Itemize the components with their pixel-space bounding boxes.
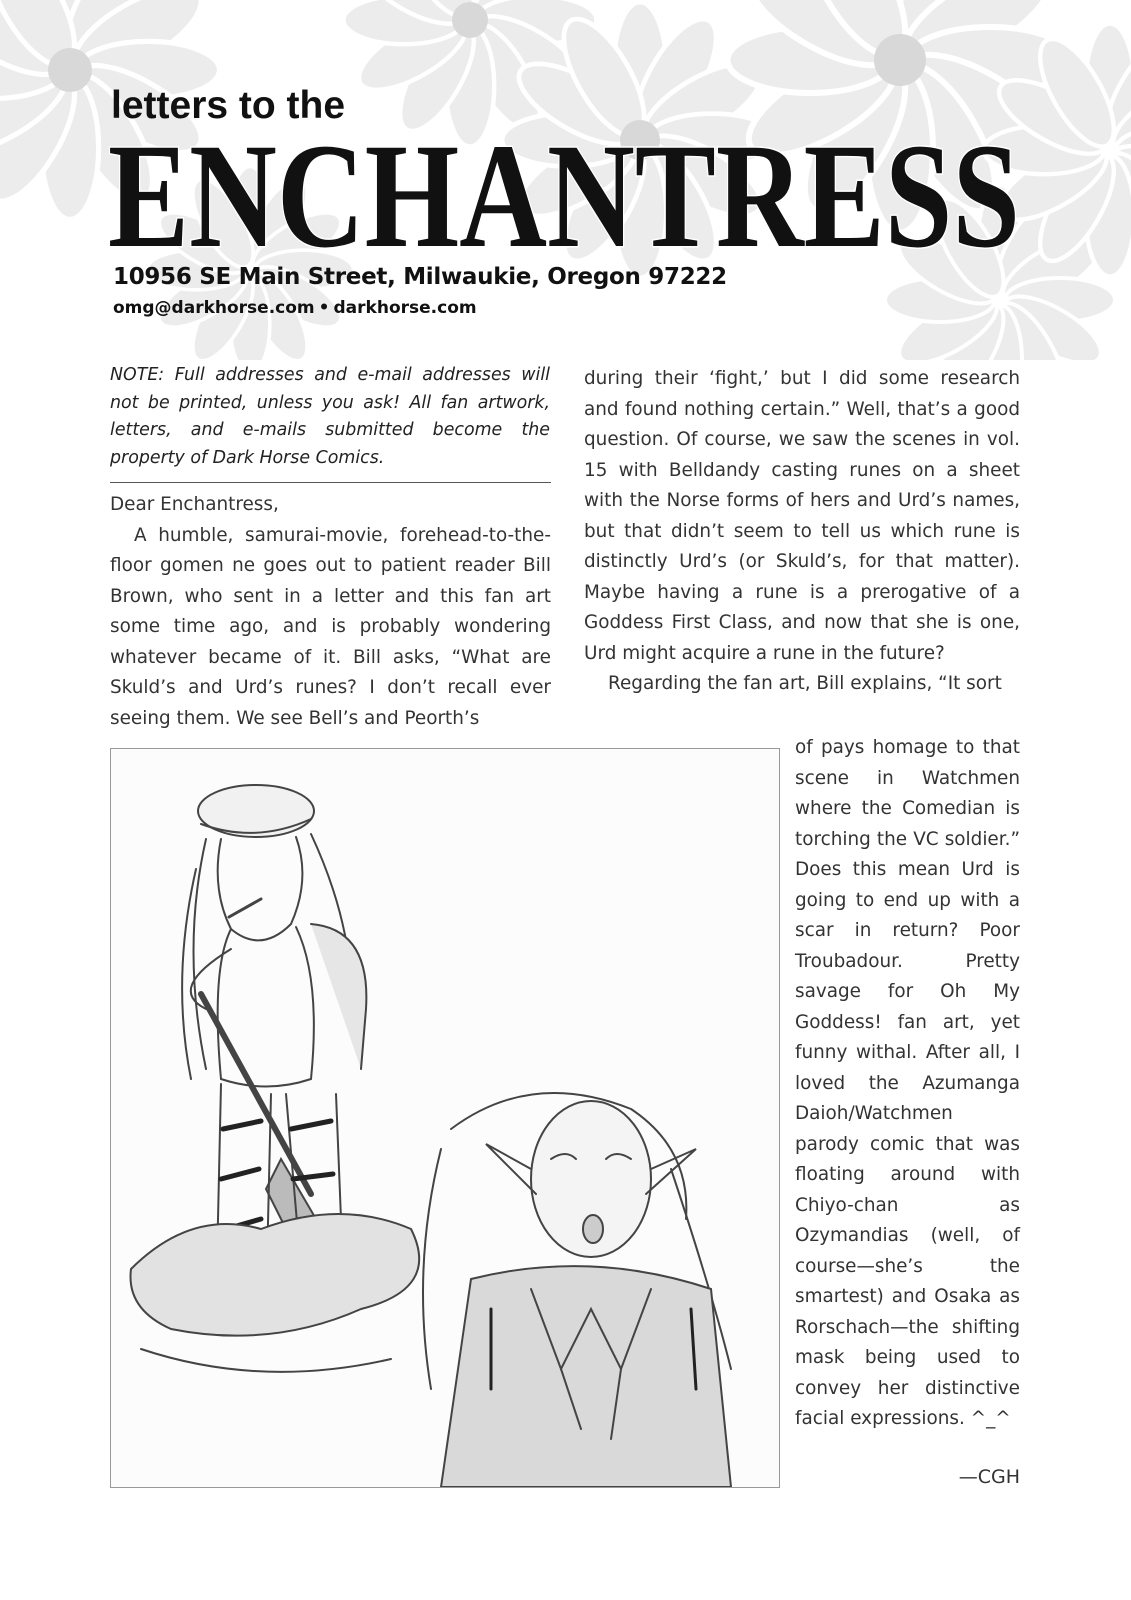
submission-note: NOTE: Full addresses and e-mail addresses will not be printed, unless you ask! All fan artwork, letters, and e-mails submitted become the property of Dark Horse Comics.: [110, 365, 550, 468]
salutation: Dear Enchantress,: [110, 494, 279, 515]
email-link[interactable]: omg@darkhorse.com: [113, 298, 315, 318]
masthead-title-text: ENCHANTRESS: [108, 118, 1020, 278]
mailing-address: 10956 SE Main Street, Milwaukie, Oregon 97222: [113, 264, 727, 290]
masthead-title: [106, 118, 1026, 278]
letter-column-left: [110, 490, 551, 734]
letter-paragraph-2: Regarding the fan art, Bill explains, “It sort: [608, 673, 1002, 694]
separator-bullet: •: [318, 298, 330, 318]
signature: —CGH: [958, 1466, 1020, 1488]
contact-line: [113, 298, 477, 318]
website-link[interactable]: darkhorse.com: [333, 298, 477, 318]
letter-column-narrow: [795, 733, 1020, 1435]
letter-paragraph-1-continued: during their ‘fight,’ but I did some research and found nothing certain.” Well, that’s a good question. Of course, we saw the scenes in vol. 15 with Belldandy casting runes on a sheet with the Norse forms of hers and Urd’s names, but that didn’t seem to tell us which rune is distinctly Urd’s (or Skuld’s, for that matter). Maybe having a rune is a prerogative of a Goddess First Class, and now that she is one, Urd might acquire a rune in the future?: [584, 368, 1020, 664]
masthead-kicker: letters to the: [111, 84, 346, 127]
divider-rule: [110, 482, 551, 483]
fan-art-illustration: [110, 748, 780, 1488]
letter-column-right: [584, 364, 1020, 700]
letter-paragraph-2-continued: of pays homage to that scene in Watchmen where the Comedian is torching the VC soldier.” Does this mean Urd is going to end up with a scar in return? Poor Troubadour. Pretty savage for Oh My Goddess! fan art, yet funny withal. After all, I loved the Azumanga Daioh/Watchmen parody comic that was floating around with Chiyo-chan as Ozymandias (well, of course—she’s the smartest) and Osaka as Rorschach—the shifting mask being used to convey her distinctive facial expressions. ^_^: [795, 737, 1020, 1429]
letter-paragraph-1: A humble, samurai-movie, forehead-to-the-floor gomen ne goes out to patient reader Bill Brown, who sent in a letter and this fan art some time ago, and is probably wondering whatever became of it. Bill asks, “What are Skuld’s and Urd’s runes? I don’t recall ever seeing them. We see Bell’s and Peorth’s: [110, 524, 551, 729]
